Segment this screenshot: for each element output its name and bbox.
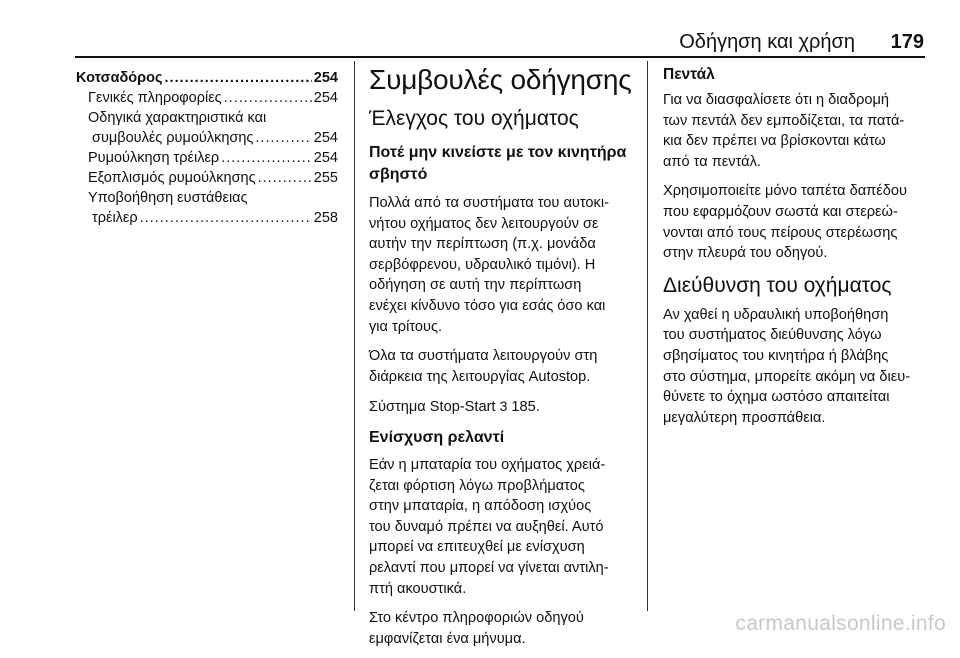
toc-label-line: Οδηγικά χαρακτηριστικά και <box>88 110 267 126</box>
text-line: εμφανίζεται ένα μήνυμα. <box>369 630 526 647</box>
text-line: πτή ακουστικά. <box>369 580 467 597</box>
watermark: carmanualsonline.info <box>735 612 946 635</box>
subsection-title: Πεντάλ <box>663 66 715 83</box>
text-line: των πεντάλ δεν εμποδίζεται, τα πατά- <box>663 112 905 129</box>
toc-label: Εξοπλισμός ρυμούλκησης <box>88 170 256 186</box>
text-line: Στο κέντρο πληροφοριών οδηγού <box>369 610 584 627</box>
toc-entry[interactable] <box>76 148 338 168</box>
toc-page: 254 <box>313 90 338 106</box>
text-line: Εάν η μπαταρία του οχήματος χρειά- <box>369 456 606 473</box>
toc-dot-leader <box>221 148 312 168</box>
text-line: από τα πεντάλ. <box>663 153 761 170</box>
chapter-title: Συμβουλές οδήγησης <box>369 64 632 95</box>
text-line: κια δεν πρέπει να βρίσκονται κάτω <box>663 133 886 150</box>
toc-dot-leader <box>255 128 311 148</box>
cross-reference-text: Σύστημα Stop-Start <box>369 399 496 416</box>
paragraph <box>369 396 637 418</box>
toc-page: 254 <box>313 130 338 146</box>
column-divider-2 <box>647 61 648 611</box>
table-of-contents <box>76 68 338 228</box>
page-number: 179 <box>890 31 924 53</box>
toc-page: 258 <box>313 210 338 226</box>
toc-entry[interactable] <box>76 88 338 108</box>
subsection-title: Ενίσχυση ρελαντί <box>369 428 505 446</box>
toc-entry[interactable] <box>76 188 338 228</box>
section-title: Έλεγχος του οχήματος <box>369 107 579 130</box>
text-line: νονται από τους πείρους στερέωσης <box>663 224 898 241</box>
paragraph <box>369 346 637 387</box>
text-line: οδήγηση σε αυτή την περίπτωση <box>369 277 582 294</box>
text-line: Πολλά από τα συστήματα του αυτοκι- <box>369 195 609 211</box>
text-line: θύνετε το όχημα ωστόσο απαιτείται <box>663 389 890 406</box>
toc-label: Γενικές πληροφορίες <box>88 90 222 106</box>
paragraph <box>369 193 637 337</box>
text-line: στην πλευρά του οδηγού. <box>663 245 828 262</box>
paragraph <box>663 181 927 263</box>
page-header <box>0 30 960 56</box>
toc-page: 254 <box>313 70 338 86</box>
column-divider-1 <box>354 61 355 611</box>
text-line: σβησίματος του κινητήρα ή βλάβης <box>663 347 889 364</box>
header-title: Οδήγηση και χρήση <box>679 31 855 53</box>
toc-entry[interactable] <box>76 168 338 188</box>
toc-entry[interactable] <box>76 108 338 148</box>
text-line: διάρκεια της λειτουργίας Autostop. <box>369 368 591 385</box>
toc-dot-leader <box>140 208 312 228</box>
paragraph <box>369 455 637 599</box>
paragraph <box>369 608 637 649</box>
text-line: για τρίτους. <box>369 318 443 335</box>
toc-label-line: Υποβοήθηση ευστάθειας <box>88 190 248 206</box>
text-line: του δυναμό πρέπει να αυξηθεί. Αυτό <box>369 518 604 535</box>
toc-label: Ρυμούλκηση τρέιλερ <box>88 150 220 166</box>
subsection-title: Ποτέ μην κινείστε με τον κινητήρα σβηστό <box>369 144 627 183</box>
column-3 <box>663 64 927 437</box>
toc-page: 254 <box>313 150 338 166</box>
toc-dot-leader <box>258 168 312 188</box>
paragraph <box>663 305 927 429</box>
text-line: ενέχει κίνδυνο τόσο για εσάς όσο και <box>369 297 606 314</box>
text-line: ζεται φόρτιση λόγω προβλήματος <box>369 477 585 494</box>
page-reference-icon: 3 <box>499 398 508 415</box>
toc-label: συμβουλές ρυμούλκησης <box>92 130 254 146</box>
text-line: μπορεί να επιτευχθεί με ενίσχυση <box>369 539 585 556</box>
toc-page: 255 <box>313 170 338 186</box>
paragraph <box>663 90 927 172</box>
text-line: αυτήν την περίπτωση (π.χ. μονάδα <box>369 236 596 253</box>
toc-dot-leader <box>224 88 312 108</box>
toc-label: τρέιλερ <box>92 210 138 226</box>
text-line: σερβόφρενου, υδραυλικό τιμόνι). Η <box>369 256 596 273</box>
text-line: Για να διασφαλίσετε ότι η διαδρομή <box>663 92 890 108</box>
text-line: ρελαντί που μπορεί να γίνεται αντιλη- <box>369 559 609 576</box>
cross-reference-page[interactable]: 185. <box>511 399 540 416</box>
header-rule <box>75 56 925 58</box>
text-line: μεγαλύτερη προσπάθεια. <box>663 409 826 426</box>
toc-entry-towbar[interactable] <box>76 68 338 88</box>
text-line: που εφαρμόζουν σωστά και στερεώ- <box>663 203 898 220</box>
text-line: Χρησιμοποιείτε μόνο ταπέτα δαπέδου <box>663 183 907 200</box>
column-2 <box>369 64 637 658</box>
section-title: Διεύθυνση του οχήματος <box>663 273 892 297</box>
text-line: Αν χαθεί η υδραυλική υποβοήθηση <box>663 306 889 323</box>
text-line: στην μπαταρία, η απόδοση ισχύος <box>369 498 592 515</box>
text-line: στο σύστημα, μπορείτε ακόμη να διευ- <box>663 368 911 385</box>
toc-dot-leader <box>165 68 312 88</box>
toc-label: Κοτσαδόρος <box>76 70 163 86</box>
text-line: του συστήματος διεύθυνσης λόγω <box>663 327 882 344</box>
text-line: νήτου οχήματος δεν λειτουργούν σε <box>369 215 599 232</box>
text-line: Όλα τα συστήματα λειτουργούν στη <box>369 348 598 365</box>
